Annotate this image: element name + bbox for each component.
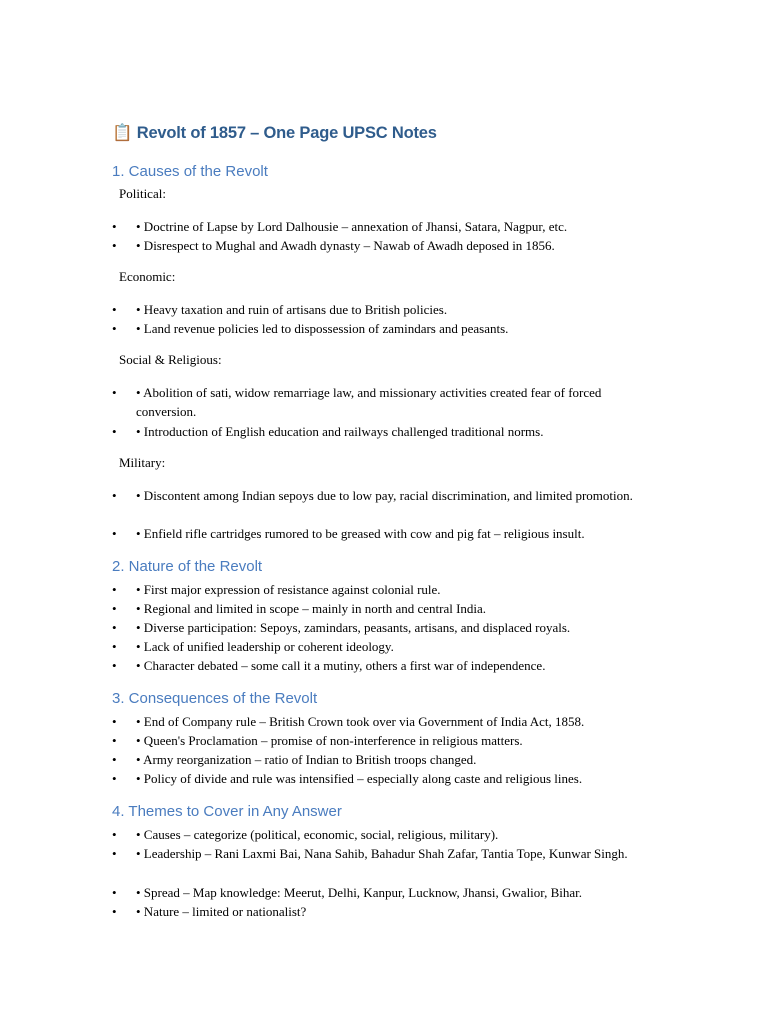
list-item: • • Abolition of sati, widow remarriage law, and missionary activities created fear of forced conversion. [112, 385, 602, 419]
list-item: • • Disrespect to Mughal and Awadh dynasty – Nawab of Awadh deposed in 1856. [112, 238, 555, 253]
subheading-military: Military: [119, 455, 166, 470]
section-heading-causes: 1. Causes of the Revolt [112, 163, 268, 180]
list-item: • • First major expression of resistance against colonial rule. [112, 582, 441, 597]
list-item: • • Lack of unified leadership or coherent ideology. [112, 639, 394, 654]
list-item: • • Policy of divide and rule was intensified – especially along caste and religious lines. [112, 771, 583, 786]
section-heading-consequences: 3. Consequences of the Revolt [112, 690, 318, 707]
list-item: • • Nature – limited or nationalist? [112, 904, 307, 919]
list-item: • • End of Company rule – British Crown took over via Government of India Act, 1858. [112, 714, 585, 729]
list-item: • • Heavy taxation and ruin of artisans due to British policies. [112, 302, 448, 317]
subheading-political: Political: [119, 186, 166, 201]
list-item: • • Diverse participation: Sepoys, zamindars, peasants, artisans, and displaced royals. [112, 620, 571, 635]
list-item: • • Army reorganization – ratio of Indian to British troops changed. [112, 752, 477, 767]
list-item: • • Land revenue policies led to dispossession of zamindars and peasants. [112, 321, 509, 336]
list-item: • • Discontent among Indian sepoys due to low pay, racial discrimination, and limited promotion. [112, 488, 633, 503]
list-item: • • Queen's Proclamation – promise of non-interference in religious matters. [112, 733, 523, 748]
list-item: • • Character debated – some call it a mutiny, others a first war of independence. [112, 658, 546, 673]
section-heading-nature: 2. Nature of the Revolt [112, 558, 263, 575]
page-title: 📋 Revolt of 1857 – One Page UPSC Notes [112, 124, 437, 142]
subheading-social-religious: Social & Religious: [119, 352, 222, 367]
list-item: • • Causes – categorize (political, economic, social, religious, military). [112, 827, 499, 842]
list-item: • • Spread – Map knowledge: Meerut, Delhi, Kanpur, Lucknow, Jhansi, Gwalior, Bihar. [112, 885, 583, 900]
list-item: • • Leadership – Rani Laxmi Bai, Nana Sahib, Bahadur Shah Zafar, Tantia Tope, Kunwar Singh. [112, 846, 628, 861]
subheading-economic: Economic: [119, 269, 176, 284]
list-item: • • Enfield rifle cartridges rumored to be greased with cow and pig fat – religious insult. [112, 526, 585, 541]
list-item: • • Introduction of English education and railways challenged traditional norms. [112, 424, 544, 439]
list-item: • • Regional and limited in scope – mainly in north and central India. [112, 601, 487, 616]
list-item: • • Doctrine of Lapse by Lord Dalhousie – annexation of Jhansi, Satara, Nagpur, etc. [112, 219, 568, 234]
section-heading-themes: 4. Themes to Cover in Any Answer [112, 803, 342, 820]
